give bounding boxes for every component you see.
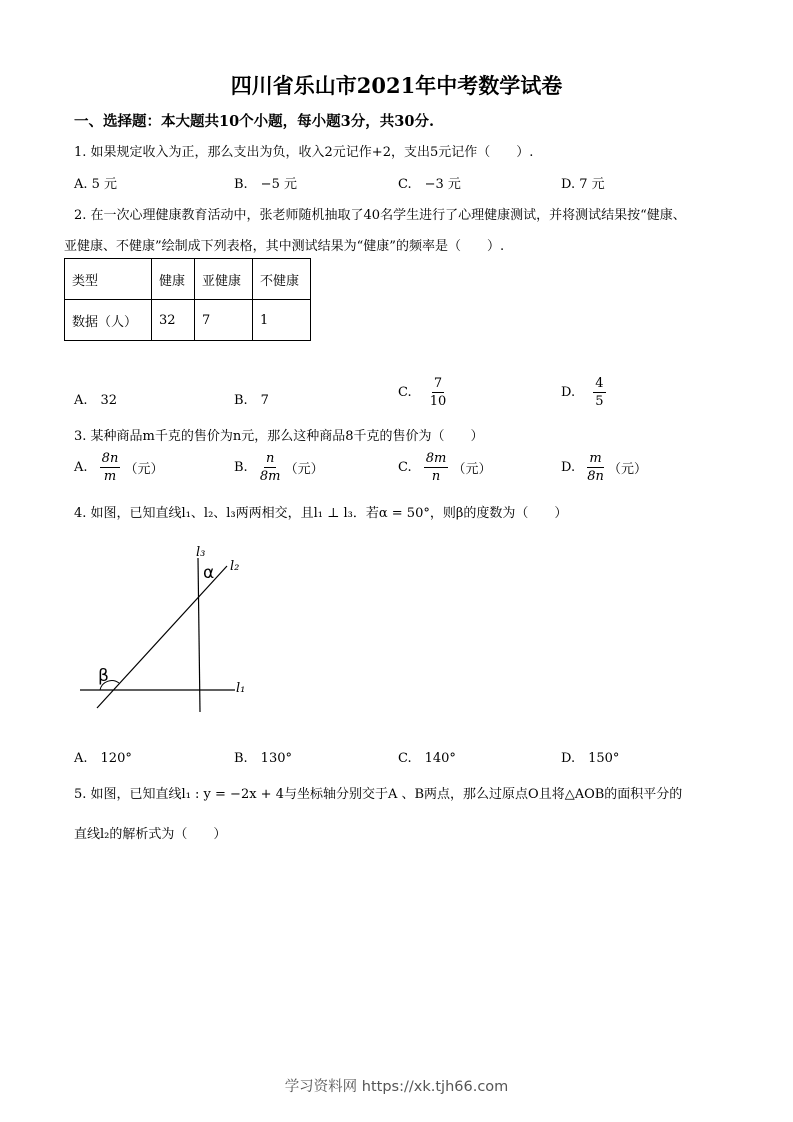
q1-option-b: B. −5 元 [234,177,297,192]
option-label: B. [234,460,248,475]
paper-title: 四川省乐山市2021年中考数学试卷 [230,73,563,98]
q2-option-a: A. 32 [74,393,118,408]
table-cell: 32 [152,300,195,341]
question-2-line1: 2. 在一次心理健康教育活动中，张老师随机抽取了40名学生进行了心理健康测试，并将测试结果按“健康、 [74,208,686,223]
fraction [587,450,604,485]
label-l3: l₃ [196,545,206,560]
label-l2: l₂ [230,559,240,574]
question-2-line2: 亚健康、不健康”绘制成下列表格，其中测试结果为“健康”的频率是（ ）. [64,239,505,254]
fraction-numerator: 8n [101,451,119,466]
q2-option-d [561,375,606,410]
question-5-line1: 5. 如图，已知直线l₁ : y = −2x + 4与坐标轴分别交于A 、B两点，那么过原点O且将△AOB的面积平分的 [74,787,683,802]
q3-option-d [561,450,647,485]
option-label: A. [74,460,88,475]
fraction [430,375,447,410]
fraction-numerator: 4 [595,376,604,391]
option-label: D. [561,460,576,475]
q3-option-c [398,450,492,485]
question-3-text: 3. 某种商品m千克的售价为n元，那么这种商品8千克的售价为（ ） [74,429,484,444]
fraction-numerator: n [265,451,275,466]
unit-label: （元） [284,462,324,477]
fraction [100,450,121,485]
fraction-denominator: m [103,469,117,484]
q3-option-a [74,450,163,485]
option-label: C. [398,460,412,475]
fraction [424,450,449,485]
fraction-numerator: 7 [433,376,443,391]
table-cell: 类型 [65,259,152,300]
table-cell: 健康 [152,259,195,300]
option-label: D. [561,385,576,400]
table-cell: 1 [253,300,311,341]
q4-geometry-figure [70,540,260,720]
unit-label: （元） [124,462,164,477]
line-l3 [198,558,200,712]
fraction-denominator: 8n [587,469,604,484]
question-5-line2: 直线l₂的解析式为（ ） [74,827,227,842]
fraction-denominator: 10 [429,394,447,409]
label-l1: l₁ [236,681,246,696]
q1-option-a: A. 5 元 [74,177,118,192]
fraction-numerator: 8m [425,451,447,466]
fraction-denominator: n [431,469,441,484]
q1-option-c: C. −3 元 [398,177,461,192]
fraction [260,450,281,485]
fraction-denominator: 8m [259,469,281,484]
table-cell: 不健康 [253,259,311,300]
table-cell: 亚健康 [195,259,253,300]
fraction-denominator: 5 [595,394,604,409]
label-alpha: α [203,563,215,583]
fraction-numerator: m [589,451,602,466]
question-4-text: 4. 如图，已知直线l₁、l₂、l₃两两相交，且l₁ ⊥ l₃．若α = 50°，则β的度数为（ ） [74,506,568,521]
q4-option-d: D. 150° [561,751,620,766]
option-label: C. [398,385,412,400]
table-row [65,259,311,300]
footer-watermark: 学习资料网 https://xk.tjh66.com [284,1079,509,1095]
q2-option-c [398,375,446,410]
q3-option-b [234,450,324,485]
q4-option-b: B. 130° [234,751,292,766]
label-beta: β [98,666,109,686]
unit-label: （元） [452,462,492,477]
table-cell: 数据（人） [65,300,152,341]
table-row [65,300,311,341]
line-l2 [97,566,227,708]
unit-label: （元） [608,462,648,477]
health-data-table [64,258,311,341]
fraction [593,375,605,410]
q4-option-c: C. 140° [398,751,456,766]
q2-option-b: B. 7 [234,393,269,408]
q1-option-d: D. 7 元 [561,177,605,192]
section-heading: 一、选择题：本大题共10个小题，每小题3分，共30分. [74,113,434,130]
table-cell: 7 [195,300,253,341]
question-1-text: 1. 如果规定收入为正，那么支出为负，收入2元记作+2，支出5元记作（ ）. [74,145,534,160]
q4-option-a: A. 120° [74,751,132,766]
